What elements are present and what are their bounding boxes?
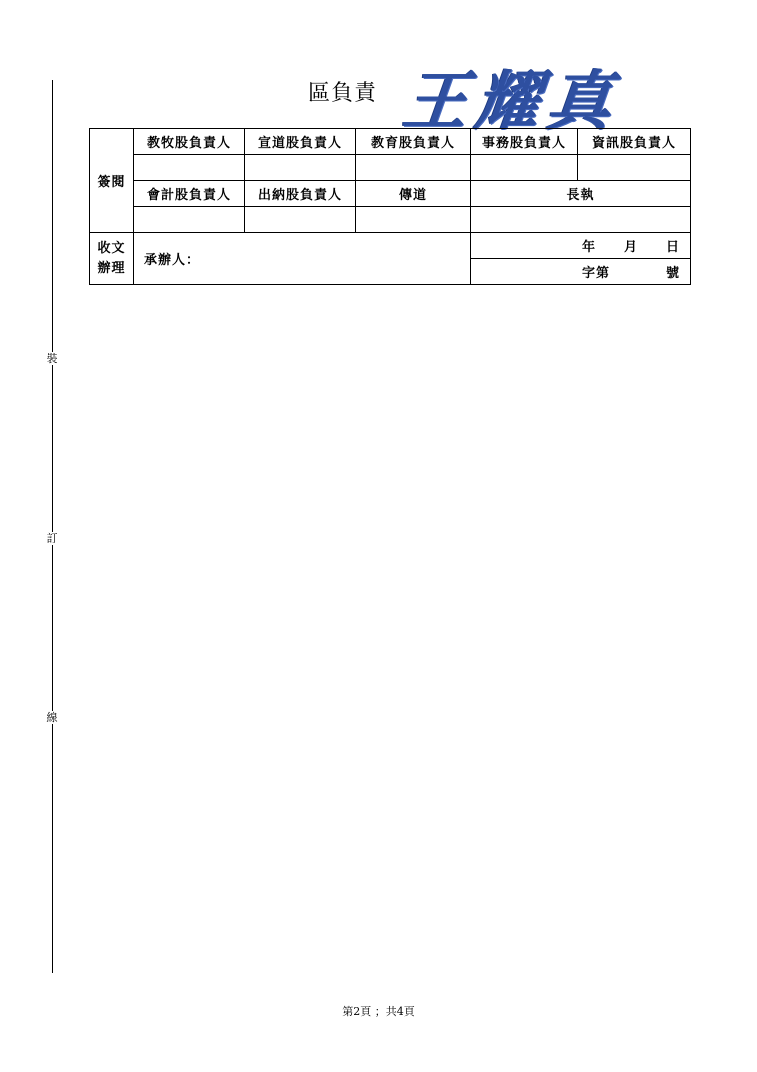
receipt-label-1: 收文 xyxy=(97,240,126,256)
header-elders: 長執 xyxy=(471,181,691,207)
sign-cell-elders[interactable] xyxy=(471,207,691,233)
binding-char-xian: 線 xyxy=(46,711,58,724)
date-cell[interactable]: 年 月 日 xyxy=(471,233,691,259)
sign-cell-mission[interactable] xyxy=(245,155,356,181)
binding-line xyxy=(52,80,53,973)
header-affairs: 事務股負責人 xyxy=(471,129,578,155)
reference-number-cell[interactable]: 字第 號 xyxy=(471,259,691,285)
header-information: 資訊股負責人 xyxy=(578,129,691,155)
handler-label: 承辦人： xyxy=(144,253,201,268)
sign-review-label: 簽閱 xyxy=(90,129,134,233)
sign-cell-affairs[interactable] xyxy=(471,155,578,181)
approval-table xyxy=(89,128,691,285)
header-preacher: 傳道 xyxy=(356,181,471,207)
district-head-label: 區負責 xyxy=(308,81,378,106)
binding-char-ding: 訂 xyxy=(46,532,58,545)
header-pastoral: 教牧股負責人 xyxy=(134,129,245,155)
header-accounting: 會計股負責人 xyxy=(134,181,245,207)
sign-cell-education[interactable] xyxy=(356,155,471,181)
header-cashier: 出納股負責人 xyxy=(245,181,356,207)
receipt-label-2: 辦理 xyxy=(97,260,126,276)
sign-cell-accounting[interactable] xyxy=(134,207,245,233)
handler-cell[interactable] xyxy=(134,233,471,285)
header-mission: 宣道股負責人 xyxy=(245,129,356,155)
sign-cell-pastoral[interactable] xyxy=(134,155,245,181)
sign-cell-cashier[interactable] xyxy=(245,207,356,233)
sign-cell-information[interactable] xyxy=(578,155,691,181)
sign-cell-preacher[interactable] xyxy=(356,207,471,233)
binding-char-zhuang: 裝 xyxy=(46,352,58,365)
header-education: 教育股負責人 xyxy=(356,129,471,155)
signature: 王耀真 xyxy=(399,64,624,139)
page-number: 第2頁 ；共4頁 xyxy=(342,1005,415,1018)
receipt-label xyxy=(90,233,134,285)
